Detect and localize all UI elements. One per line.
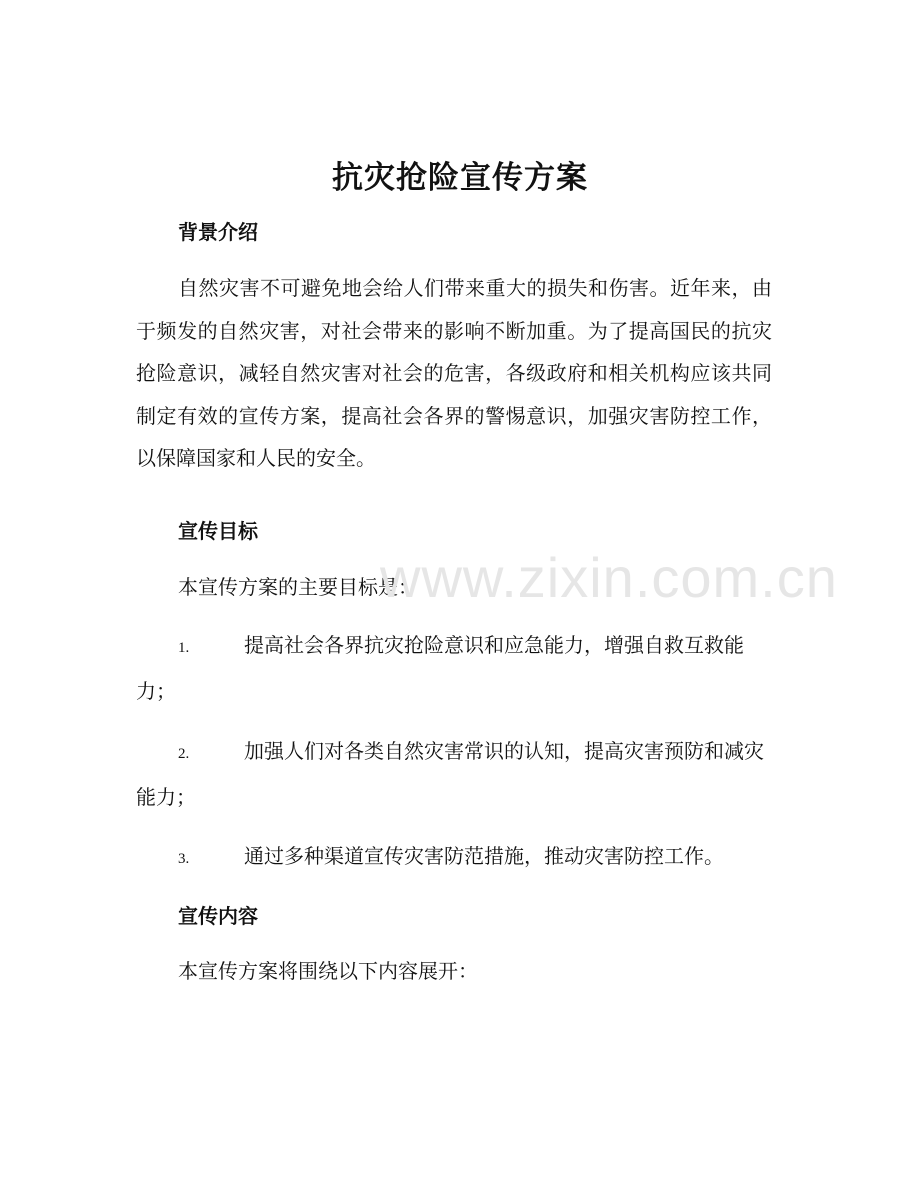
- section-heading-background: 背景介绍: [178, 220, 258, 244]
- goal-item-2: [136, 730, 772, 818]
- goal-item-text: 加强人们对各类自然灾害常识的认知，提高灾害预防和减灾能力；: [136, 739, 764, 809]
- section-heading-content: 宣传内容: [178, 904, 258, 928]
- content-intro: 本宣传方案将围绕以下内容展开：: [178, 959, 478, 983]
- goal-item-number: 3.: [178, 851, 190, 867]
- goals-intro: 本宣传方案的主要目标是：: [178, 575, 418, 599]
- document-title: 抗灾抢险宣传方案: [332, 160, 588, 196]
- goal-item-number: 1.: [178, 640, 190, 656]
- watermark: www.zixin.com.cn: [380, 546, 838, 609]
- goal-item-text: 通过多种渠道宣传灾害防范措施，推动灾害防控工作。: [244, 844, 724, 868]
- goal-item-3: [136, 835, 772, 881]
- goal-item-number: 2.: [178, 746, 190, 762]
- section-heading-goals: 宣传目标: [178, 519, 258, 543]
- goal-item-1: [136, 624, 772, 712]
- background-paragraph: 自然灾害不可避免地会给人们带来重大的损失和伤害。近年来，由于频发的自然灾害，对社会带来的影响不断加重。为了提高国民的抗灾抢险意识，减轻自然灾害对社会的危害，各级政府和相关机构应该共同制定有效的宣传方案，提高社会各界的警惕意识，加强灾害防控工作，以保障国家和人民的安全。: [136, 276, 772, 470]
- goal-item-text: 提高社会各界抗灾抢险意识和应急能力，增强自救互救能力；: [136, 633, 744, 703]
